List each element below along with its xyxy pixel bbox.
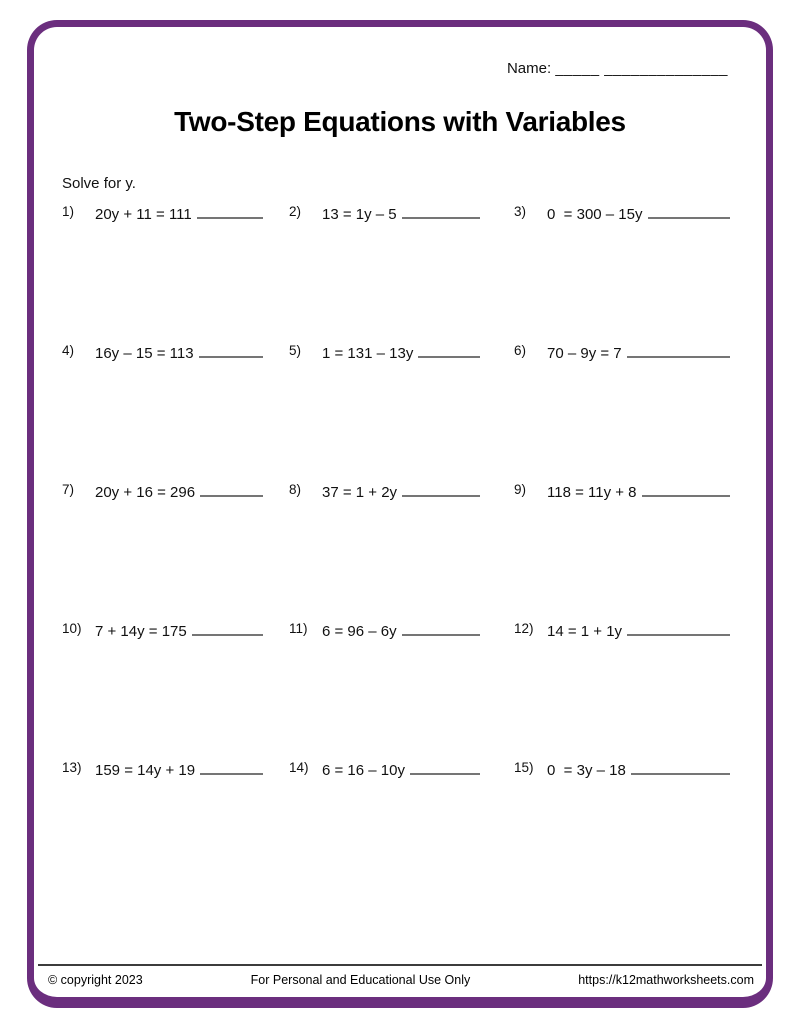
problem-equation: 37 = 1 + 2y bbox=[322, 484, 398, 501]
problem-equation: 0 = 3y – 18 bbox=[547, 762, 626, 779]
problems-row bbox=[62, 623, 730, 762]
answer-blank bbox=[402, 217, 480, 219]
answer-blank bbox=[192, 634, 263, 636]
problem-number: 3) bbox=[514, 204, 527, 219]
problem-number: 12) bbox=[514, 621, 534, 636]
problem-number: 4) bbox=[62, 343, 75, 358]
problem-equation: 0 = 300 – 15y bbox=[547, 206, 643, 223]
problem-equation: 6 = 96 – 6y bbox=[322, 623, 397, 640]
answer-blank bbox=[410, 773, 480, 775]
name-label: Name: bbox=[506, 60, 552, 77]
problem-equation: 159 = 14y + 19 bbox=[95, 762, 196, 779]
problem-item bbox=[62, 484, 263, 501]
answer-blank bbox=[200, 495, 263, 497]
answer-blank bbox=[648, 217, 731, 219]
problem-item bbox=[514, 345, 730, 362]
problem-equation: 118 = 11y + 8 bbox=[547, 484, 637, 501]
problem-item bbox=[62, 345, 263, 362]
footer-divider bbox=[38, 964, 762, 966]
problem-equation: 20y + 16 = 296 bbox=[95, 484, 196, 501]
problem-item bbox=[62, 762, 263, 779]
problem-item bbox=[289, 206, 480, 223]
problems-row bbox=[62, 484, 730, 623]
problem-item bbox=[62, 623, 263, 640]
problem-equation: 6 = 16 – 10y bbox=[322, 762, 405, 779]
problem-item bbox=[289, 762, 480, 779]
problem-number: 10) bbox=[62, 621, 82, 636]
problems-row bbox=[62, 345, 730, 484]
problem-item bbox=[62, 206, 263, 223]
answer-blank bbox=[402, 634, 480, 636]
problem-equation: 1 = 131 – 13y bbox=[322, 345, 414, 362]
problem-number: 11) bbox=[289, 621, 308, 636]
problem-item bbox=[514, 762, 730, 779]
problem-number: 7) bbox=[62, 482, 75, 497]
problem-equation: 16y – 15 = 113 bbox=[95, 345, 194, 362]
problem-number: 15) bbox=[514, 760, 534, 775]
answer-blank bbox=[199, 356, 263, 358]
footer bbox=[48, 973, 754, 987]
problem-number: 13) bbox=[62, 760, 82, 775]
problem-number: 9) bbox=[514, 482, 527, 497]
answer-blank bbox=[402, 495, 480, 497]
answer-blank bbox=[418, 356, 480, 358]
problem-number: 14) bbox=[289, 760, 309, 775]
problem-equation: 70 – 9y = 7 bbox=[547, 345, 622, 362]
problem-equation: 7 + 14y = 175 bbox=[95, 623, 187, 640]
answer-blank bbox=[631, 773, 730, 775]
problem-equation: 14 = 1 + 1y bbox=[547, 623, 623, 640]
problem-item bbox=[289, 345, 480, 362]
problems-grid bbox=[62, 206, 730, 901]
problem-item bbox=[289, 484, 480, 501]
problem-number: 5) bbox=[289, 343, 302, 358]
footer-usage-text: For Personal and Educational Use Only bbox=[250, 973, 471, 987]
problem-number: 6) bbox=[514, 343, 527, 358]
page-title: Two-Step Equations with Variables bbox=[174, 106, 626, 137]
problem-item bbox=[289, 623, 480, 640]
problem-equation: 13 = 1y – 5 bbox=[322, 206, 397, 223]
problem-item bbox=[514, 623, 730, 640]
footer-url: https://k12mathworksheets.com bbox=[578, 973, 754, 987]
problem-item bbox=[514, 206, 730, 223]
name-row bbox=[507, 60, 728, 77]
problem-equation: 20y + 11 = 111 bbox=[95, 206, 192, 223]
footer-copyright: © copyright 2023 bbox=[48, 973, 143, 987]
answer-blank bbox=[627, 356, 730, 358]
answer-blank bbox=[642, 495, 730, 497]
name-blank-line: _____ ______________ bbox=[555, 60, 728, 77]
answer-blank bbox=[200, 773, 263, 775]
problem-number: 1) bbox=[62, 204, 75, 219]
problems-row bbox=[62, 762, 730, 901]
instructions-text: Solve for y. bbox=[62, 175, 136, 192]
problem-number: 2) bbox=[289, 204, 302, 219]
answer-blank bbox=[197, 217, 263, 219]
problem-item bbox=[514, 484, 730, 501]
answer-blank bbox=[627, 634, 730, 636]
problems-row bbox=[62, 206, 730, 345]
problem-number: 8) bbox=[289, 482, 302, 497]
